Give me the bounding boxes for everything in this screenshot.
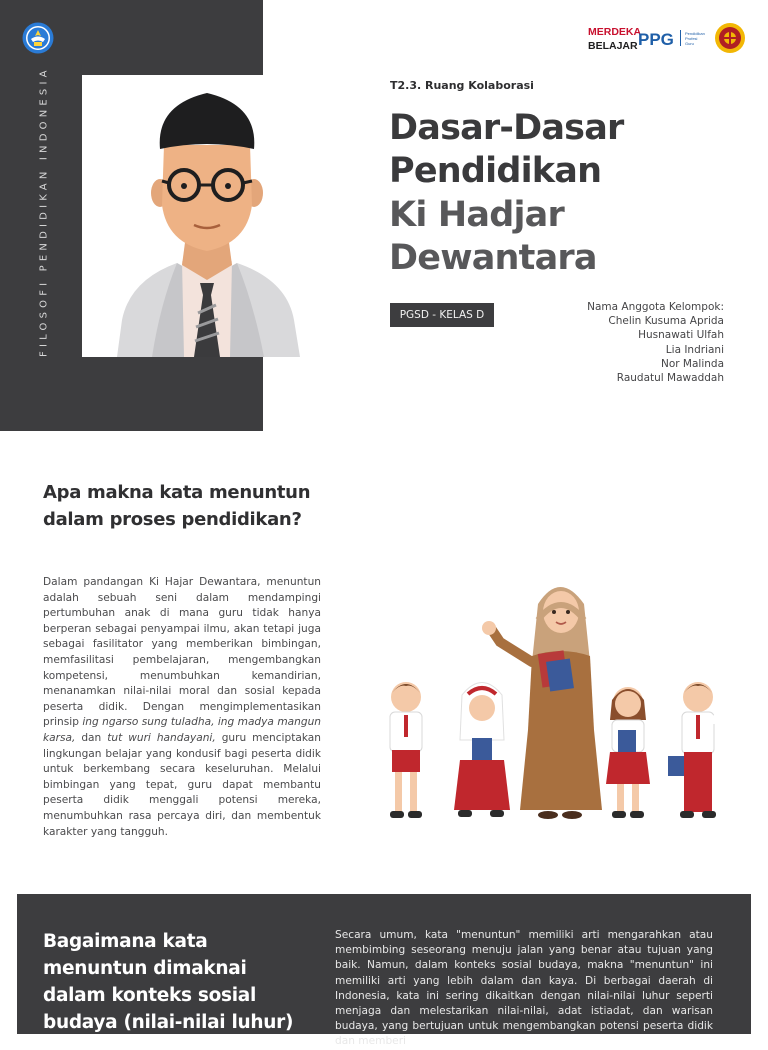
svg-text:Guru: Guru [685, 41, 694, 46]
page-title-line-1: Dasar-Dasar [389, 108, 624, 148]
page-title-line-4: Dewantara [389, 238, 597, 278]
student-girl-hijab [454, 683, 510, 818]
section1-paragraph: Dalam pandangan Ki Hajar Dewantara, menuntun adalah sebuah seni dalam mendampingi pertumbuhan anak di mana guru tidak hanya berperan sebagai penyampai ilmu, akan tetapi juga sebagai fasilitator yang memberikan bimbingan, memfasilitasi pembelajaran, mengembangkan kompetensi, menumbuhkan kemandirian, menanamkan nilai-nilai moral dan sosial kepada peserta didik. Dengan mengimplementasikan prinsip ing ngarso sung tuladha, ing madya mangun karsa, dan tut wuri handayani, guru menciptakan lingkungan belajar yang kondusif bagi peserta didik untuk berkembang secara keseluruhan. Melalui bimbingan yang tepat, guru dapat membantu peserta didik menggali potensi mereka, menumbuhkan rasa percaya diri, dan membentuk karakter yang tangguh. [43, 576, 322, 838]
subtitle: T2.3. Ruang Kolaborasi [390, 79, 534, 92]
ppg-logo [638, 30, 705, 49]
student-boy-right [668, 682, 738, 818]
members-heading: Nama Anggota Kelompok: [587, 301, 724, 313]
page-title-line-3: Ki Hadjar [389, 195, 564, 235]
section2-paragraph: Secara umum, kata "menuntun" memiliki arti mengarahkan atau membimbing seseorang menuju jalan yang benar atau tujuan yang baik. Namun, dalam konteks sosial budaya, makna "menuntun" ini memiliki arti yang lebih dalam dan kaya. Di berbagai daerah di Indonesia, kata ini sering dikaitkan dengan nilai-nilai luhur seperti menjaga dan melestarikan nilai-nilai, adat istiadat, dan warisan budaya, yang bertujuan untuk mengembangkan potensi peserta didik dan memberi [335, 929, 713, 1048]
section1-question: Apa makna kata menuntun dalam proses pendidikan? [43, 482, 311, 530]
member-name: Raudatul Mawaddah [616, 372, 724, 385]
class-badge: PGSD - KELAS D [390, 303, 494, 327]
member-name: Chelin Kusuma Aprida [608, 315, 724, 328]
group-members-list [587, 300, 724, 385]
svg-text:Pendidikan: Pendidikan [685, 31, 705, 36]
ki-hadjar-portrait [82, 75, 332, 357]
member-name: Husnawati Ulfah [638, 329, 724, 342]
svg-text:MERDEKA: MERDEKA [588, 26, 642, 38]
merdeka-belajar-logo [588, 26, 642, 52]
page-title-line-2: Pendidikan [389, 151, 602, 191]
teacher-students-illustration [372, 570, 752, 835]
university-seal-logo [715, 23, 745, 53]
student-boy-left [390, 682, 422, 818]
member-name: Lia Indriani [665, 343, 724, 356]
member-name: Nor Malinda [660, 357, 724, 370]
tut-wuri-handayani-logo [22, 22, 54, 54]
svg-text:BELAJAR: BELAJAR [588, 40, 638, 52]
student-girl-right [606, 687, 650, 818]
svg-text:Profesi: Profesi [685, 36, 698, 41]
vertical-section-label: FILOSOFI PENDIDIKAN INDONESIA [38, 66, 50, 357]
partner-logos [586, 20, 748, 56]
section2-question: Bagaimana kata menuntun dimaknai dalam konteks sosial budaya (nilai-nilai luhur) [43, 931, 294, 1033]
svg-text:PPG: PPG [638, 30, 674, 49]
